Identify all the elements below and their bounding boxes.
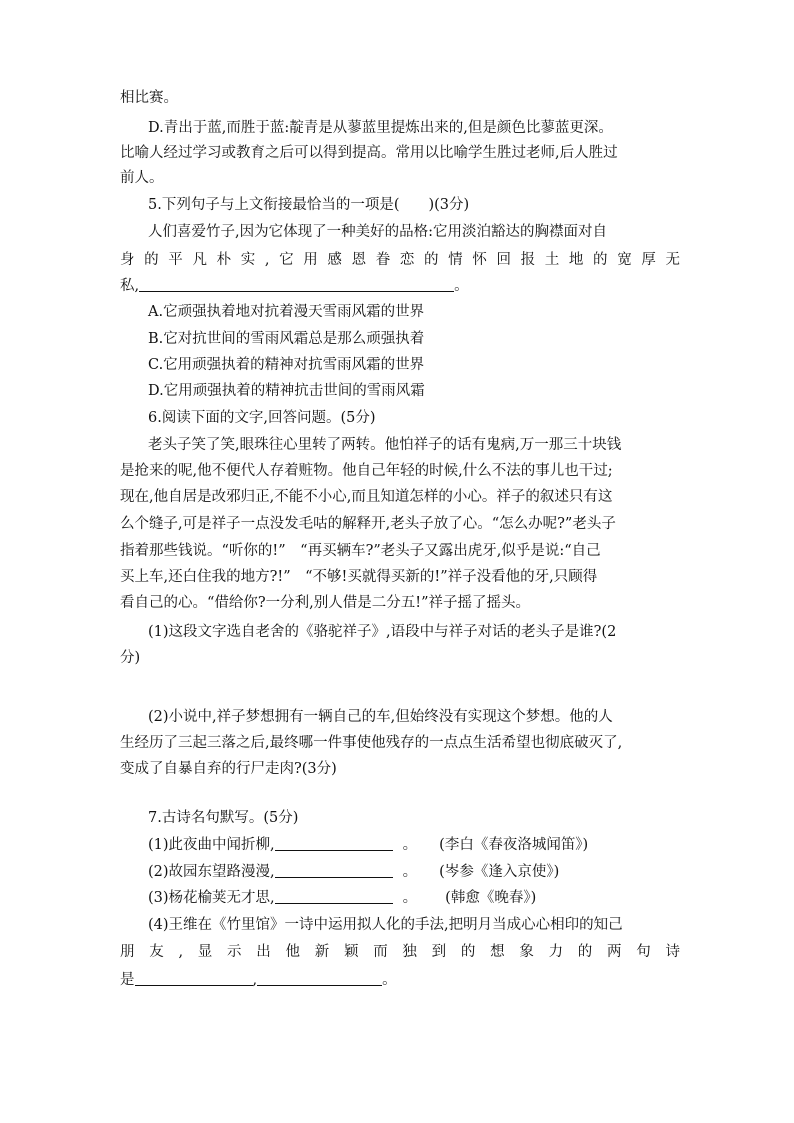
text-line: 指着那些钱说。“听你的!” “再买辆车?”老头子又露出虎牙,似乎是说:“自己 [120, 543, 601, 559]
answer-blank[interactable] [275, 863, 393, 878]
line-suffix: 。 [382, 972, 397, 988]
answer-blank[interactable] [135, 971, 253, 986]
option-b: B.它对抗世间的雪雨风霜总是那么顽强执着 [148, 331, 425, 347]
poem-question-4: (4)王维在《竹里馆》一诗中运用拟人化的手法,把明月当成心心相印的知己 [148, 917, 623, 933]
line-prefix: (2)故园东望路漫漫, [148, 864, 275, 880]
sub-question-6-1: (1)这段文字选自老舍的《骆驼祥子》,语段中与祥子对话的老头子是谁?(2 [148, 624, 617, 640]
option-a: A.它顽强执着地对抗着漫天雪雨风霜的世界 [148, 304, 425, 320]
text-line: 看自己的心。“借给你?一分利,别人借是二分五!”祥子摇了摇头。 [120, 595, 531, 611]
line-prefix: (1)此夜曲中闻折柳, [148, 837, 275, 853]
sub-question-6-2: (2)小说中,祥子梦想拥有一辆自己的车,但始终没有实现这个梦想。他的人 [148, 709, 613, 725]
text-line: 现在,他自居是改邪归正,不能不小心,而且知道怎样的小心。祥子的叙述只有这 [120, 489, 613, 505]
answer-blank[interactable] [275, 836, 393, 851]
poem-line-2 [148, 862, 680, 882]
comma: , [252, 972, 258, 988]
option-c: C.它用顽强执着的精神对抗雪雨风霜的世界 [148, 357, 425, 373]
text-line: 身的平凡朴实,它用感恩眷恋的情怀回报土地的宽厚无 [120, 252, 680, 268]
text-line: 么个缝子,可是祥子一点没发毛咕的解释开,老头子放了心。“怎么办呢?”老头子 [120, 516, 616, 532]
line-suffix: 。 [454, 278, 469, 294]
answer-blank[interactable] [275, 889, 393, 904]
answer-blank[interactable] [257, 971, 382, 986]
text-line: 人们喜爱竹子,因为它体现了一种美好的品格:它用淡泊豁达的胸襟面对自 [148, 224, 607, 240]
text-line: 变成了自暴自弃的行尸走肉?(3分) [120, 761, 337, 777]
line-suffix: 。 [402, 837, 418, 853]
text-line: 比喻人经过学习或教育之后可以得到提高。常用以比喻学生胜过老师,后人胜过 [120, 145, 618, 161]
line-prefix: (3)杨花榆荚无才思, [148, 890, 275, 906]
text-line: 买上车,还白住我的地方?!” “不够!买就得买新的!”祥子没看他的牙,只顾得 [120, 569, 598, 585]
text-line: 相比赛。 [120, 90, 178, 106]
text-line: 是抢来的呢,他不便代人存着赃物。他自己年轻的时候,什么不法的事儿也干过; [120, 463, 613, 479]
poem-source: (岑参《逢入京使》) [439, 864, 560, 880]
poem-line-3 [148, 888, 680, 908]
text-line: 朋友,显示出他新颖而独到的想象力的两句诗 [120, 944, 680, 960]
poem-source: (韩愈《晚春》) [445, 890, 537, 906]
option-d: D.它用顽强执着的精神抗击世间的雪雨风霜 [148, 383, 425, 399]
question-5-title: 5.下列句子与上文衔接最恰当的一项是( )(3分) [148, 197, 470, 213]
text-line: 前人。 [120, 170, 164, 186]
line-suffix: 。 [402, 890, 418, 906]
text-line-with-blank [120, 276, 680, 296]
line-suffix: 。 [402, 864, 418, 880]
text-line: D.青出于蓝,而胜于蓝:靛青是从蓼蓝里提炼出来的,但是颜色比蓼蓝更深。 [148, 120, 613, 136]
answer-blank[interactable] [139, 277, 454, 292]
question-7-title: 7.古诗名句默写。(5分) [148, 810, 299, 826]
text-line: 分) [120, 650, 141, 666]
text-line: 老头子笑了笑,眼珠往心里转了两转。他怕祥子的话有鬼病,万一那三十块钱 [148, 437, 622, 453]
poem-source: (李白《春夜洛城闻笛》) [439, 837, 589, 853]
text-line-with-blanks [120, 970, 680, 990]
poem-line-1 [148, 835, 680, 855]
line-prefix: 私, [120, 278, 140, 294]
line-prefix: 是 [120, 972, 135, 988]
question-6-title: 6.阅读下面的文字,回答问题。(5分) [148, 410, 376, 426]
text-line: 生经历了三起三落之后,最终哪一件事使他残存的一点点生活希望也彻底破灭了, [120, 735, 623, 751]
